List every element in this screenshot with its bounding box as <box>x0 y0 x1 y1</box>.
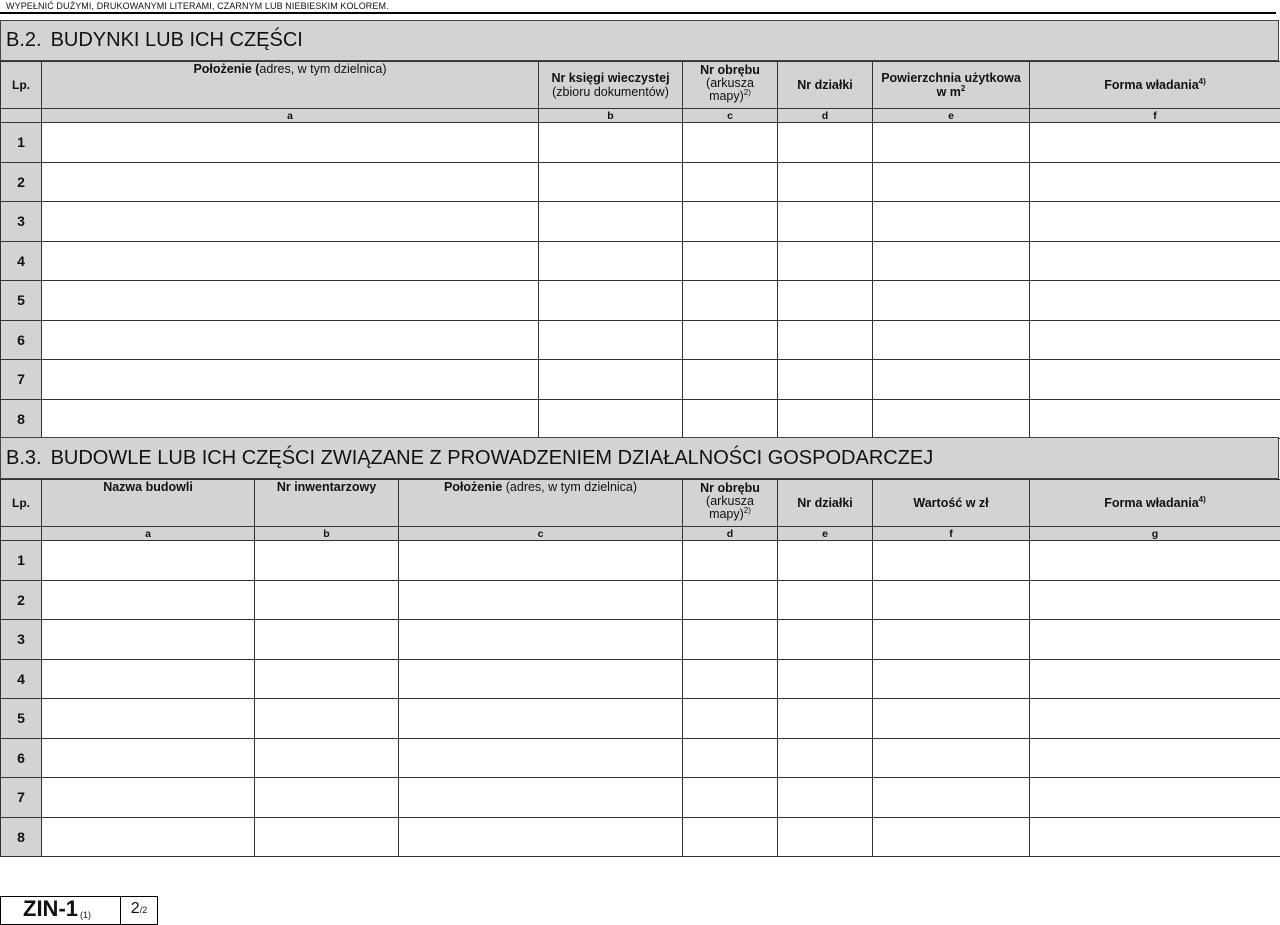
b2-entry-cell[interactable] <box>778 281 873 321</box>
col-precinct <box>683 62 778 109</box>
b3-entry-cell[interactable] <box>873 699 1030 739</box>
col-location <box>399 480 683 527</box>
b2-entry-cell[interactable] <box>683 123 778 163</box>
b2-entry-cell[interactable] <box>42 241 539 281</box>
b2-entry-cell[interactable] <box>42 123 539 163</box>
b2-entry-cell[interactable] <box>873 162 1030 202</box>
b2-entry-cell[interactable] <box>873 281 1030 321</box>
b3-entry-cell[interactable] <box>683 620 778 660</box>
col-area <box>873 62 1030 109</box>
table-b3 <box>0 479 1280 857</box>
b3-entry-cell[interactable] <box>778 738 873 778</box>
letter-cell: c <box>399 527 683 541</box>
b2-entry-cell[interactable] <box>873 320 1030 360</box>
b2-entry-cell[interactable] <box>539 123 683 163</box>
b3-entry-cell[interactable] <box>42 541 255 581</box>
b3-row <box>1 738 1280 778</box>
b2-entry-cell[interactable] <box>778 241 873 281</box>
b3-entry-cell[interactable] <box>399 580 683 620</box>
b3-entry-cell[interactable] <box>42 699 255 739</box>
b3-entry-cell[interactable] <box>399 541 683 581</box>
b2-entry-cell[interactable] <box>683 241 778 281</box>
b2-row <box>1 162 1280 202</box>
col-area-sup: 2 <box>960 83 966 93</box>
row-number: 1 <box>1 541 42 581</box>
b3-entry-cell[interactable] <box>683 817 778 857</box>
section-b3-number: B.3. <box>6 446 42 469</box>
b2-entry-cell[interactable] <box>42 399 539 439</box>
b2-entry-cell[interactable] <box>1030 162 1280 202</box>
page-number: 2 <box>130 900 140 917</box>
form-footer <box>0 896 158 925</box>
b3-entry-cell[interactable] <box>255 659 399 699</box>
b3-entry-cell[interactable] <box>1030 541 1280 581</box>
b3-entry-cell[interactable] <box>399 699 683 739</box>
b2-entry-cell[interactable] <box>1030 241 1280 281</box>
b3-entry-cell[interactable] <box>42 620 255 660</box>
b3-entry-cell[interactable] <box>1030 659 1280 699</box>
row-number: 7 <box>1 360 42 400</box>
letter-cell: f <box>1030 109 1280 123</box>
b2-entry-cell[interactable] <box>42 281 539 321</box>
b3-entry-cell[interactable] <box>873 580 1030 620</box>
b3-entry-cell[interactable] <box>1030 738 1280 778</box>
b3-entry-cell[interactable] <box>255 817 399 857</box>
col-obreb-light2: mapy) <box>709 507 744 521</box>
col-area-line2: w m <box>936 85 961 99</box>
b3-entry-cell[interactable] <box>778 580 873 620</box>
b3-entry-cell[interactable] <box>1030 699 1280 739</box>
col-obreb-light2: mapy) <box>709 89 744 103</box>
b3-entry-cell[interactable] <box>873 541 1030 581</box>
b2-entry-cell[interactable] <box>539 162 683 202</box>
col-obreb-light1: (arkusza <box>706 494 754 508</box>
b2-entry-cell[interactable] <box>1030 399 1280 439</box>
col-forma: Forma władania <box>1104 496 1199 510</box>
b2-entry-cell[interactable] <box>683 162 778 202</box>
b2-entry-cell[interactable] <box>539 320 683 360</box>
b2-entry-cell[interactable] <box>42 202 539 242</box>
b2-entry-cell[interactable] <box>683 202 778 242</box>
b3-entry-cell[interactable] <box>255 699 399 739</box>
b3-entry-cell[interactable] <box>778 541 873 581</box>
letter-cell: f <box>873 527 1030 541</box>
col-inventory-no: Nr inwentarzowy <box>255 480 399 527</box>
section-b2-title: BUDYNKI LUB ICH CZĘŚCI <box>50 29 303 51</box>
b2-entry-cell[interactable] <box>778 162 873 202</box>
b2-entry-cell[interactable] <box>42 320 539 360</box>
col-location-light: adres, w tym dzielnica) <box>259 62 387 76</box>
b3-entry-cell[interactable] <box>683 778 778 818</box>
b2-row <box>1 241 1280 281</box>
b3-entry-cell[interactable] <box>255 778 399 818</box>
col-obreb-sup: 2) <box>743 505 751 515</box>
col-area-line1: Powierzchnia użytkowa <box>881 71 1021 85</box>
b2-entry-cell[interactable] <box>539 241 683 281</box>
b3-entry-cell[interactable] <box>873 817 1030 857</box>
b2-entry-cell[interactable] <box>539 360 683 400</box>
b3-entry-cell[interactable] <box>778 817 873 857</box>
section-b2-header <box>0 20 1279 61</box>
b2-entry-cell[interactable] <box>683 360 778 400</box>
row-number: 5 <box>1 281 42 321</box>
b2-entry-cell[interactable] <box>1030 123 1280 163</box>
letter-cell: d <box>778 109 873 123</box>
page-total: /2 <box>139 905 148 915</box>
b2-entry-cell[interactable] <box>683 281 778 321</box>
b3-entry-cell[interactable] <box>42 738 255 778</box>
row-number: 8 <box>1 399 42 439</box>
b3-entry-cell[interactable] <box>873 659 1030 699</box>
b3-entry-cell[interactable] <box>778 620 873 660</box>
b3-entry-cell[interactable] <box>255 580 399 620</box>
b3-entry-cell[interactable] <box>399 659 683 699</box>
b3-entry-cell[interactable] <box>778 659 873 699</box>
b2-row <box>1 202 1280 242</box>
b3-entry-cell[interactable] <box>683 541 778 581</box>
b2-entry-cell[interactable] <box>1030 320 1280 360</box>
b3-entry-cell[interactable] <box>42 580 255 620</box>
row-number: 3 <box>1 202 42 242</box>
b3-entry-cell[interactable] <box>42 659 255 699</box>
b2-row <box>1 281 1280 321</box>
b3-entry-cell[interactable] <box>42 778 255 818</box>
b2-entry-cell[interactable] <box>683 320 778 360</box>
col-plot: Nr działki <box>778 62 873 109</box>
b3-row <box>1 659 1280 699</box>
row-number: 4 <box>1 241 42 281</box>
col-value: Wartość w zł <box>873 480 1030 527</box>
b3-entry-cell[interactable] <box>778 778 873 818</box>
b3-entry-cell[interactable] <box>683 580 778 620</box>
b3-entry-cell[interactable] <box>1030 778 1280 818</box>
col-location <box>42 62 539 109</box>
col-ownership <box>1030 62 1280 109</box>
b3-row <box>1 580 1280 620</box>
b2-row <box>1 399 1280 439</box>
b3-row <box>1 699 1280 739</box>
page-indicator <box>121 897 157 924</box>
letter-cell: g <box>1030 527 1280 541</box>
b2-entry-cell[interactable] <box>873 399 1030 439</box>
b2-row <box>1 123 1280 163</box>
col-location-bold: Położenie <box>443 480 503 494</box>
form-variant: (1) <box>80 910 91 920</box>
col-structure-name: Nazwa budowli <box>42 480 255 527</box>
col-lp: Lp. <box>1 62 42 109</box>
b2-entry-cell[interactable] <box>42 162 539 202</box>
table-b3-letter-row <box>1 527 1280 541</box>
letter-cell-blank <box>1 109 42 123</box>
b3-entry-cell[interactable] <box>255 541 399 581</box>
section-b2-number: B.2. <box>6 29 42 51</box>
b3-row <box>1 541 1280 581</box>
b3-entry-cell[interactable] <box>683 738 778 778</box>
col-location-bold: Położenie ( <box>193 62 260 76</box>
b3-entry-cell[interactable] <box>1030 580 1280 620</box>
b3-row <box>1 817 1280 857</box>
col-obreb-sup: 2) <box>743 87 751 97</box>
letter-cell-blank <box>1 527 42 541</box>
row-number: 6 <box>1 320 42 360</box>
fill-instruction: WYPEŁNIĆ DUŻYMI, DRUKOWANYMI LITERAMI, CZARNYM LUB NIEBIESKIM KOLOREM. <box>6 1 389 11</box>
b3-entry-cell[interactable] <box>399 817 683 857</box>
col-forma: Forma władania <box>1104 78 1199 92</box>
b3-entry-cell[interactable] <box>1030 620 1280 660</box>
col-lp: Lp. <box>1 480 42 527</box>
b2-entry-cell[interactable] <box>778 399 873 439</box>
b2-entry-cell[interactable] <box>1030 202 1280 242</box>
b3-entry-cell[interactable] <box>778 699 873 739</box>
b2-entry-cell[interactable] <box>778 320 873 360</box>
col-kw-light: (zbioru dokumentów) <box>552 85 669 99</box>
section-b3-title: BUDOWLE LUB ICH CZĘŚCI ZWIĄZANE Z PROWADZENIEM DZIAŁALNOŚCI GOSPODARCZEJ <box>50 446 934 469</box>
b2-entry-cell[interactable] <box>42 360 539 400</box>
row-number: 3 <box>1 620 42 660</box>
b3-entry-cell[interactable] <box>255 738 399 778</box>
letter-cell: e <box>873 109 1030 123</box>
b3-entry-cell[interactable] <box>399 738 683 778</box>
table-b2 <box>0 61 1280 439</box>
col-ownership <box>1030 480 1280 527</box>
letter-cell: a <box>42 109 539 123</box>
b2-entry-cell[interactable] <box>1030 360 1280 400</box>
table-b3-header-row <box>1 480 1280 527</box>
b2-entry-cell[interactable] <box>778 360 873 400</box>
b2-row <box>1 320 1280 360</box>
b3-row <box>1 778 1280 818</box>
b3-entry-cell[interactable] <box>683 659 778 699</box>
b3-entry-cell[interactable] <box>255 620 399 660</box>
row-number: 6 <box>1 738 42 778</box>
section-b3-header <box>0 437 1279 479</box>
b2-entry-cell[interactable] <box>778 123 873 163</box>
col-forma-sup: 4) <box>1198 494 1206 504</box>
b3-entry-cell[interactable] <box>873 738 1030 778</box>
b3-entry-cell[interactable] <box>873 620 1030 660</box>
b2-entry-cell[interactable] <box>873 360 1030 400</box>
b2-entry-cell[interactable] <box>1030 281 1280 321</box>
col-obreb-light1: (arkusza <box>706 76 754 90</box>
col-precinct <box>683 480 778 527</box>
row-number: 5 <box>1 699 42 739</box>
letter-cell: a <box>42 527 255 541</box>
letter-cell: d <box>683 527 778 541</box>
b2-entry-cell[interactable] <box>873 123 1030 163</box>
table-b2-letter-row <box>1 109 1280 123</box>
b2-entry-cell[interactable] <box>539 399 683 439</box>
row-number: 2 <box>1 162 42 202</box>
col-obreb-bold: Nr obrębu <box>700 481 760 495</box>
row-number: 4 <box>1 659 42 699</box>
b2-entry-cell[interactable] <box>873 241 1030 281</box>
row-number: 2 <box>1 580 42 620</box>
b2-entry-cell[interactable] <box>539 202 683 242</box>
b2-entry-cell[interactable] <box>778 202 873 242</box>
col-forma-sup: 4) <box>1198 76 1206 86</box>
row-number: 1 <box>1 123 42 163</box>
letter-cell: e <box>778 527 873 541</box>
b3-entry-cell[interactable] <box>399 778 683 818</box>
b2-entry-cell[interactable] <box>539 281 683 321</box>
b2-entry-cell[interactable] <box>873 202 1030 242</box>
table-b2-header-row <box>1 62 1280 109</box>
col-kw-bold: Nr księgi wieczystej <box>551 71 670 85</box>
col-obreb-bold: Nr obrębu <box>700 63 760 77</box>
b2-entry-cell[interactable] <box>683 399 778 439</box>
b2-row <box>1 360 1280 400</box>
form-code-box <box>1 897 121 924</box>
b3-entry-cell[interactable] <box>42 817 255 857</box>
form-code: ZIN-1 <box>23 896 78 921</box>
b3-entry-cell[interactable] <box>399 620 683 660</box>
letter-cell: b <box>255 527 399 541</box>
col-location-light: (adres, w tym dzielnica) <box>502 480 638 494</box>
b3-entry-cell[interactable] <box>1030 817 1280 857</box>
letter-cell: c <box>683 109 778 123</box>
b3-entry-cell[interactable] <box>683 699 778 739</box>
letter-cell: b <box>539 109 683 123</box>
row-number: 7 <box>1 778 42 818</box>
b3-entry-cell[interactable] <box>873 778 1030 818</box>
row-number: 8 <box>1 817 42 857</box>
col-plot: Nr działki <box>778 480 873 527</box>
col-land-register <box>539 62 683 109</box>
b3-row <box>1 620 1280 660</box>
top-rule <box>0 12 1276 14</box>
